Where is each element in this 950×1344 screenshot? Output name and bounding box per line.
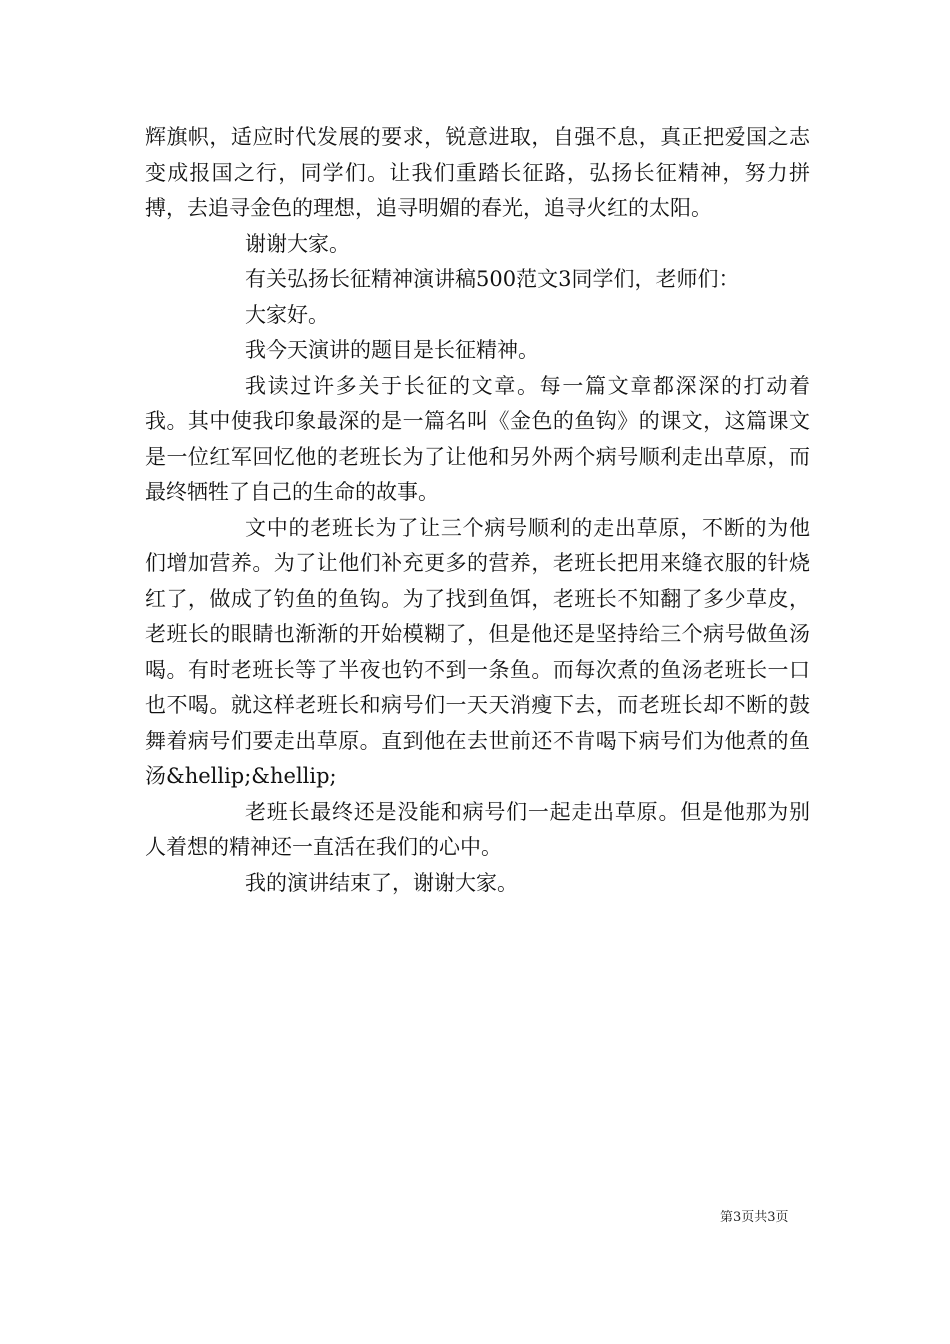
paragraph-5: 我今天演讲的题目是长征精神。 (245, 338, 539, 362)
document-body (145, 120, 810, 901)
paragraph-8: 老班长最终还是没能和病号们一起走出草原。但是他那为别人着想的精神还一直活在我们的心中。 (145, 799, 810, 859)
page-footer (720, 1206, 840, 1225)
paragraph-7: 文中的老班长为了让三个病号顺利的走出草原，不断的为他们增加营养。为了让他们补充更多的营养，老班长把用来缝衣服的针烧红了，做成了钓鱼的鱼钩。为了找到鱼饵，老班长不知翻了多少草皮，老班长的眼睛也渐渐的开始模糊了，但是他还是坚持给三个病号做鱼汤喝。有时老班长等了半夜也钓不到一条鱼。而每次煮的鱼汤老班长一口也不喝。就这样老班长和病号们一天天消瘦下去，而老班长却不断的鼓舞着病号们要走出草原。直到他在去世前还不肯喝下病号们为他煮的鱼汤&hellip;&hellip; (145, 515, 810, 788)
paragraph-6: 我读过许多关于长征的文章。每一篇文章都深深的打动着我。其中使我印象最深的是一篇名叫《金色的鱼钩》的课文，这篇课文是一位红军回忆他的老班长为了让他和另外两个病号顺利走出草原，而最终牺牲了自己的生命的故事。 (145, 373, 810, 504)
paragraph-3: 有关弘扬长征精神演讲稿500范文3同学们，老师们： (245, 267, 740, 291)
paragraph-2: 谢谢大家。 (245, 231, 350, 256)
paragraph-4: 大家好。 (245, 302, 329, 327)
paragraph-9: 我的演讲结束了，谢谢大家。 (245, 870, 518, 895)
page-number-label: 第3页共3页 (720, 1210, 789, 1225)
paragraph-1: 辉旗帜，适应时代发展的要求，锐意进取，自强不息，真正把爱国之志变成报国之行，同学们。让我们重踏长征路，弘扬长征精神，努力拼搏，去追寻金色的理想，追寻明媚的春光，追寻火红的太阳。 (145, 125, 810, 220)
